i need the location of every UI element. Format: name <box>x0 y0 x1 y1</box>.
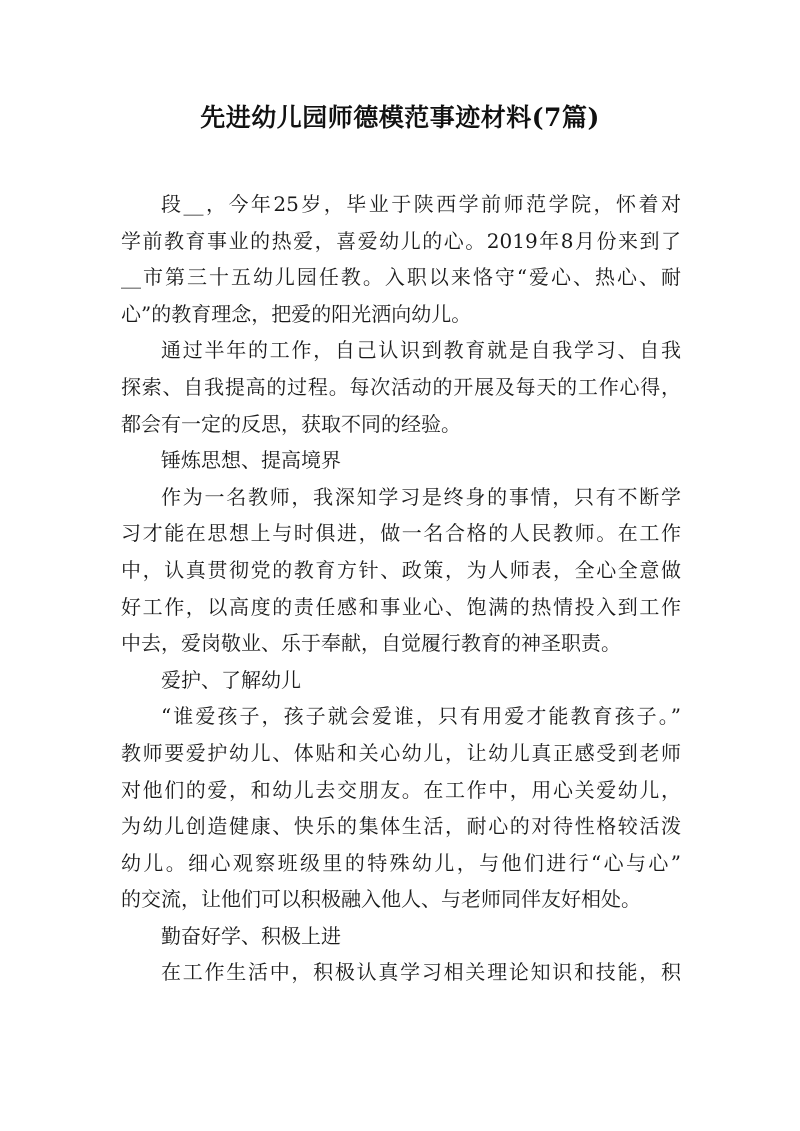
paragraph-line: 学前教育事业的热爱，喜爱幼儿的心。2019年8月份来到了 <box>121 228 681 253</box>
paragraph-line: 作为一名教师，我深知学习是终身的事情，只有不断学 <box>161 484 681 509</box>
paragraph-line: 对他们的爱，和幼儿去交朋友。在工作中，用心关爱幼儿， <box>121 777 681 802</box>
paragraph-line: 的交流，让他们可以积极融入他人、与老师同伴友好相处。 <box>121 887 641 912</box>
paragraph-line: __市第三十五幼儿园任教。入职以来恪守“爱心、热心、耐 <box>121 265 681 290</box>
paragraph-line: 教师要爱护幼儿、体贴和关心幼儿，让幼儿真正感受到老师 <box>121 740 681 765</box>
paragraph-line: 好工作，以高度的责任感和事业心、饱满的热情投入到工作 <box>121 594 681 619</box>
paragraph-line: 都会有一定的反思，获取不同的经验。 <box>121 411 461 436</box>
paragraph-line: 通过半年的工作，自己认识到教育就是自我学习、自我 <box>161 338 681 363</box>
paragraph-line: 探索、自我提高的过程。每次活动的开展及每天的工作心得， <box>121 374 681 399</box>
paragraph-line: 习才能在思想上与时俱进，做一名合格的人民教师。在工作 <box>121 521 681 546</box>
paragraph-line: 中，认真贯彻党的教育方针、政策，为人师表，全心全意做 <box>121 557 681 582</box>
paragraph-line: 段__，今年25岁，毕业于陕西学前师范学院，怀着对 <box>161 192 681 216</box>
document-body <box>121 186 681 991</box>
paragraph-line: 中去，爱岗敬业、乐于奉献，自觉履行教育的神圣职责。 <box>121 631 621 656</box>
paragraph-line: 为幼儿创造健康、快乐的集体生活，耐心的对待性格较活泼 <box>121 814 681 839</box>
section-heading: 锤炼思想、提高境界 <box>161 448 341 473</box>
paragraph-line: 在工作生活中，积极认真学习相关理论知识和技能，积 <box>161 960 681 985</box>
paragraph-line: “谁爱孩子，孩子就会爱谁，只有用爱才能教育孩子。” <box>161 704 681 729</box>
paragraph-line: 幼儿。细心观察班级里的特殊幼儿，与他们进行“心与心” <box>121 850 681 875</box>
paragraph-line: 心”的教育理念，把爱的阳光洒向幼儿。 <box>121 301 472 326</box>
section-heading: 勤奋好学、积极上进 <box>161 923 341 948</box>
section-heading: 爱护、了解幼儿 <box>161 667 301 692</box>
document-title: 先进幼儿园师德模范事迹材料(7篇) <box>200 103 600 132</box>
